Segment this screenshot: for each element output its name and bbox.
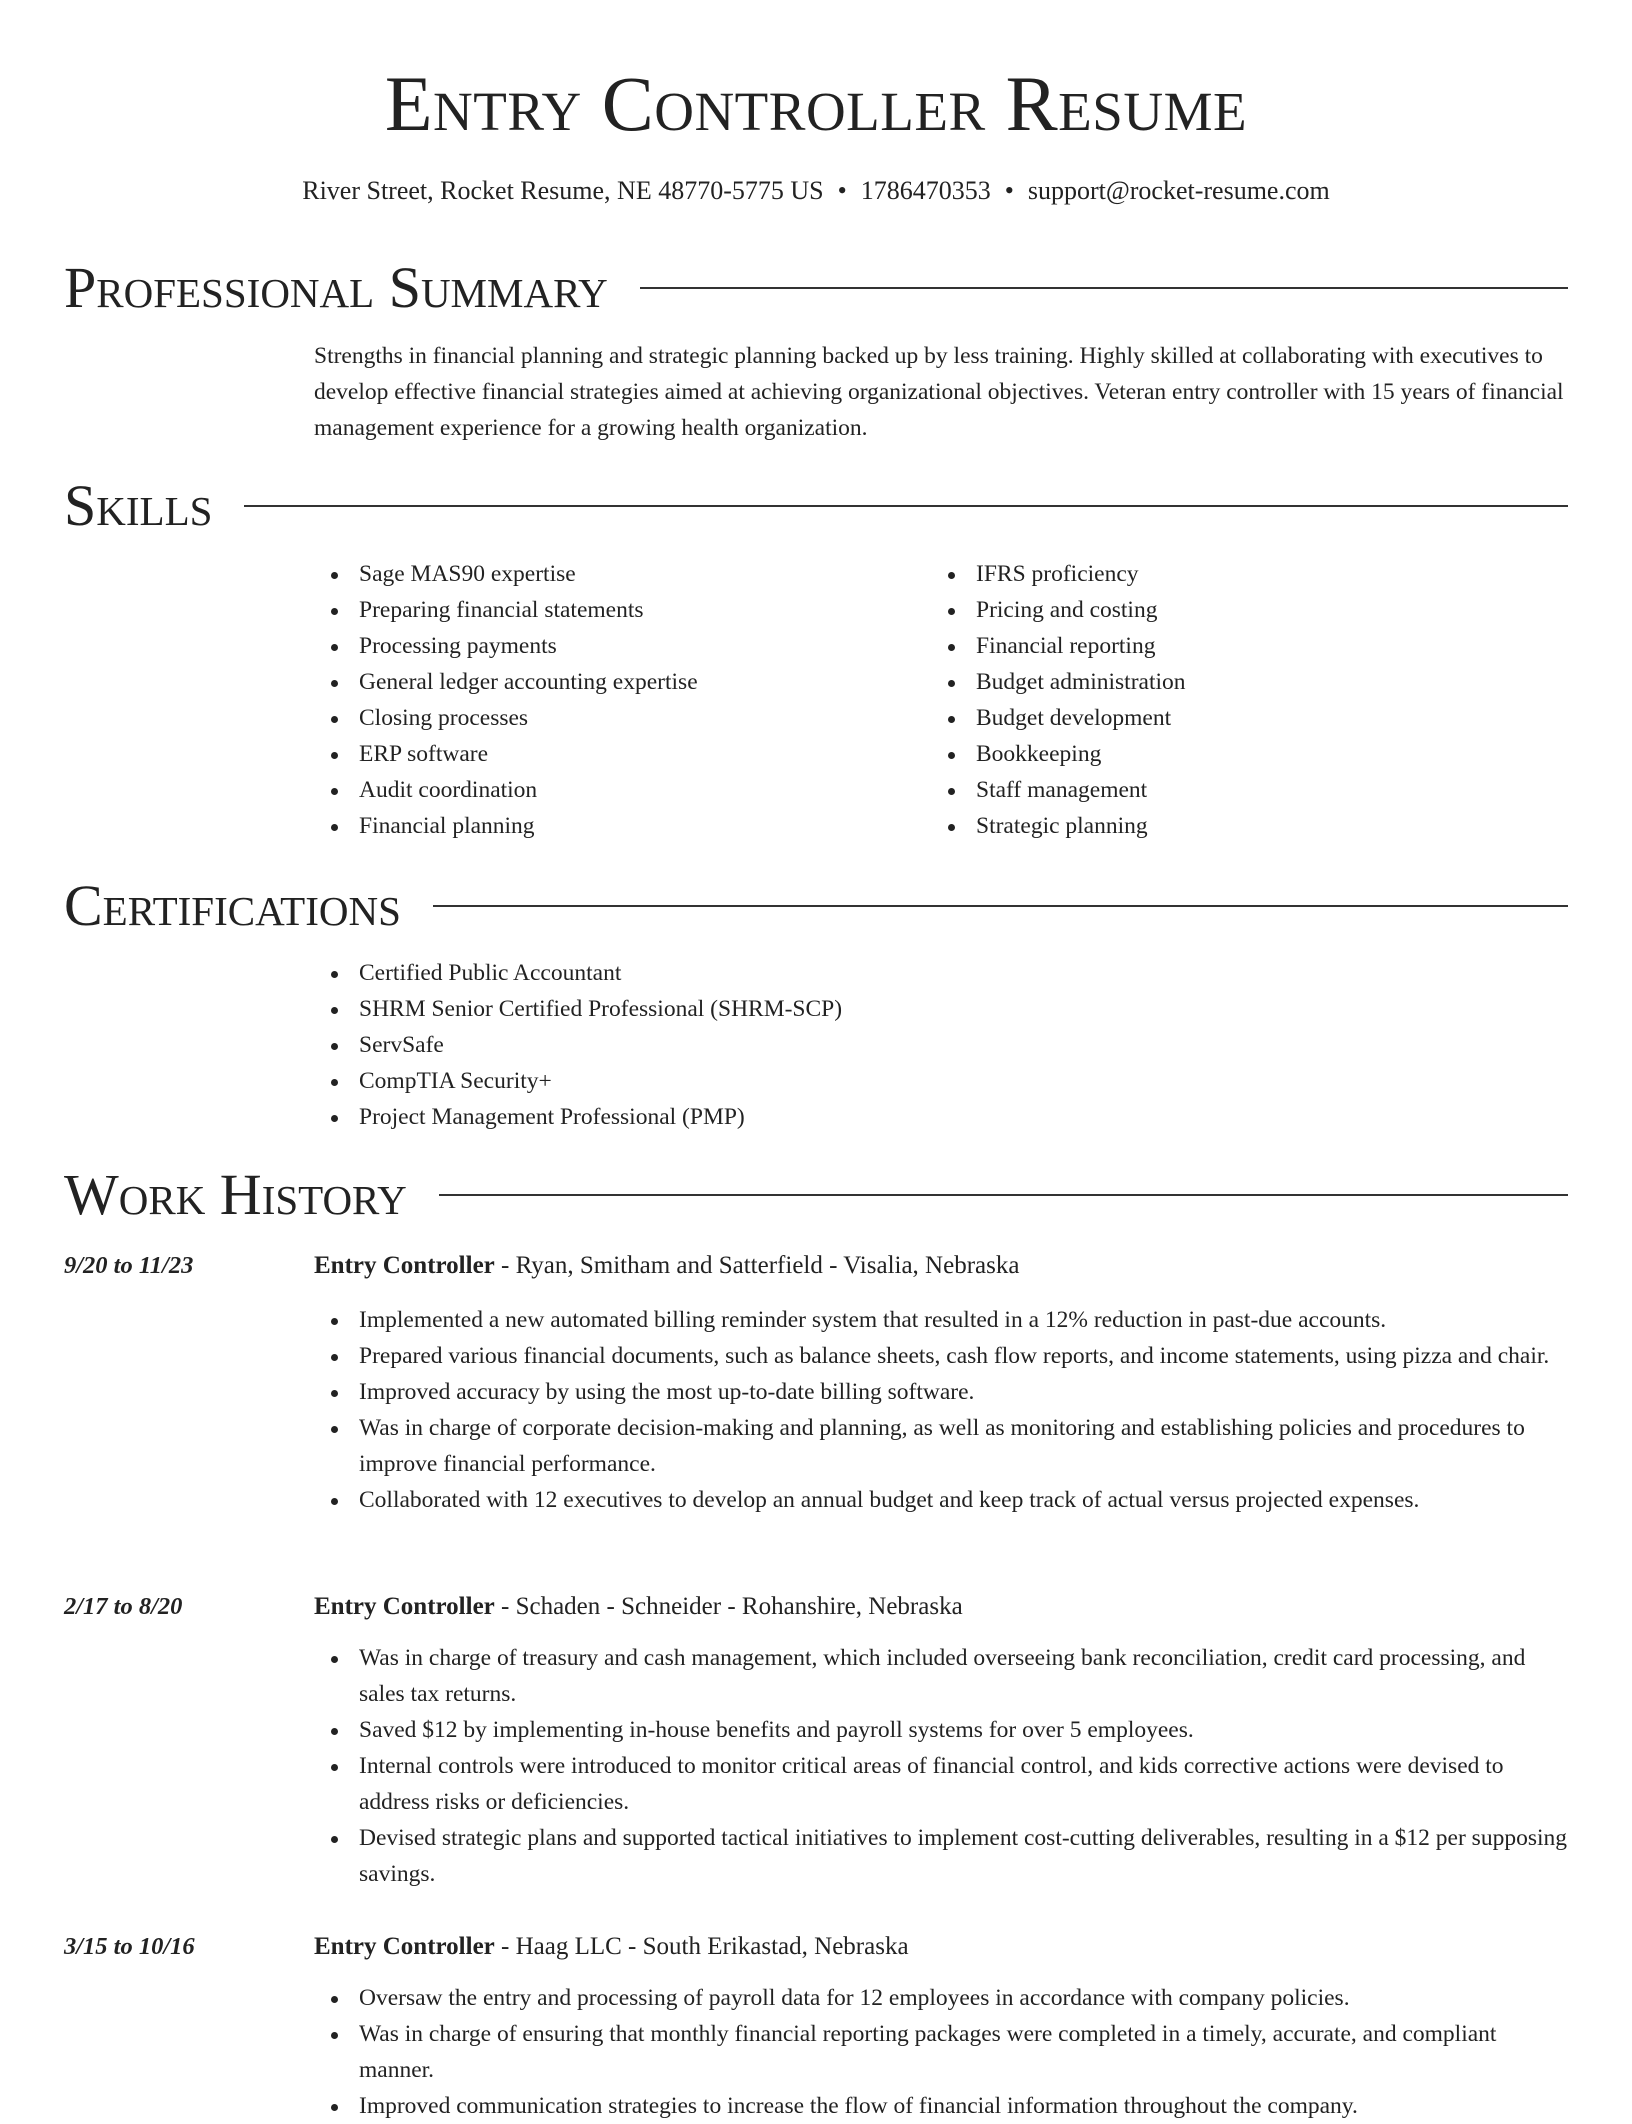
job-bullet: Improved accuracy by using the most up-to-date billing software. <box>314 1374 1568 1410</box>
skills-list <box>314 556 914 844</box>
job-dates: 2/17 to 8/20 <box>64 1593 183 1620</box>
section-title: Skills <box>64 473 213 538</box>
section-divider <box>244 505 1568 507</box>
job-title: Entry Controller <box>314 1933 495 1960</box>
job-bullets <box>314 1302 1568 1518</box>
skill-item: Budget development <box>931 700 1531 736</box>
resume-title: Entry Controller Resume <box>384 60 1248 147</box>
skill-item: Audit coordination <box>314 772 914 808</box>
certification-item: CompTIA Security+ <box>314 1063 1568 1099</box>
certification-item: Project Management Professional (PMP) <box>314 1099 1568 1135</box>
job-heading <box>314 1248 1568 1284</box>
job-bullet: Devised strategic plans and supported tactical initiatives to implement cost-cutting deliverables, resulting in a $12 per supposing savings. <box>314 1820 1568 1892</box>
skill-item: Preparing financial statements <box>314 592 914 628</box>
summary-text: Strengths in financial planning and strategic planning backed up by less training. Highly skilled at collaborating with executives to develop effective financial strategies aimed at achieving organizational objectives. Veteran entry controller with 15 years of financial management experience for a growing health organization. <box>314 343 1564 441</box>
certifications-block <box>314 955 1568 1135</box>
skill-item: IFRS proficiency <box>931 556 1531 592</box>
job-heading <box>314 1589 1568 1625</box>
job-bullet: Was in charge of corporate decision-making and planning, as well as monitoring and establishing policies and procedures to improve financial performance. <box>314 1410 1568 1482</box>
section-title: Professional Summary <box>64 255 608 320</box>
job-bullet: Implemented a new automated billing reminder system that resulted in a 12% reduction in past-due accounts. <box>314 1302 1568 1338</box>
job-bullet: Improved communication strategies to increase the flow of financial information throughout the company. <box>314 2088 1568 2124</box>
section-heading-skills <box>64 471 1568 541</box>
section-divider <box>439 1194 1568 1196</box>
job-bullet: Saved $12 by implementing in-house benefits and payroll systems for over 5 employees. <box>314 1712 1568 1748</box>
job-bullet: Oversaw the entry and processing of payroll data for 12 employees in accordance with company policies. <box>314 1980 1568 2016</box>
skill-item: Financial planning <box>314 808 914 844</box>
job-bullets <box>314 1980 1568 2124</box>
skill-item: General ledger accounting expertise <box>314 664 914 700</box>
job-bullet: Internal controls were introduced to monitor critical areas of financial control, and kids corrective actions were devised to address risks or deficiencies. <box>314 1748 1568 1820</box>
skill-item: Staff management <box>931 772 1531 808</box>
contact-phone: 1786470353 <box>860 176 991 205</box>
skill-item: Sage MAS90 expertise <box>314 556 914 592</box>
contact-email: support@rocket-resume.com <box>1027 176 1330 205</box>
contact-address: River Street, Rocket Resume, NE 48770-5775 US <box>302 176 824 205</box>
certification-item: ServSafe <box>314 1027 1568 1063</box>
job-bullet: Collaborated with 12 executives to develop an annual budget and keep track of actual versus projected expenses. <box>314 1482 1568 1518</box>
skills-list <box>931 556 1531 844</box>
section-heading-certifications <box>64 871 1568 941</box>
certification-item: Certified Public Accountant <box>314 955 1568 991</box>
job-bullet: Prepared various financial documents, such as balance sheets, cash flow reports, and income statements, using pizza and chair. <box>314 1338 1568 1374</box>
section-divider <box>433 905 1568 907</box>
job-bullet: Was in charge of ensuring that monthly financial reporting packages were completed in a timely, accurate, and compliant manner. <box>314 2016 1568 2088</box>
job-title: Entry Controller <box>314 1252 495 1279</box>
contact-separator: • <box>837 176 847 205</box>
job-employer: - Schaden - Schneider - Rohanshire, Nebraska <box>494 1593 963 1620</box>
skill-item: Closing processes <box>314 700 914 736</box>
skill-item: Bookkeeping <box>931 736 1531 772</box>
certification-item: SHRM Senior Certified Professional (SHRM-SCP) <box>314 991 1568 1027</box>
skill-item: Strategic planning <box>931 808 1531 844</box>
skill-item: ERP software <box>314 736 914 772</box>
skill-item: Pricing and costing <box>931 592 1531 628</box>
job-dates: 3/15 to 10/16 <box>64 1933 195 1960</box>
job-employer: - Haag LLC - South Erikastad, Nebraska <box>494 1933 909 1960</box>
certifications-list <box>314 955 1568 1135</box>
job-bullet: Was in charge of treasury and cash management, which included overseeing bank reconciliation, credit card processing, and sales tax returns. <box>314 1640 1568 1712</box>
section-title: Work History <box>64 1162 407 1227</box>
job-bullets <box>314 1640 1568 1892</box>
section-divider <box>640 287 1568 289</box>
job-dates: 9/20 to 11/23 <box>64 1252 194 1279</box>
skills-column-right <box>931 556 1531 844</box>
skill-item: Financial reporting <box>931 628 1531 664</box>
contact-separator: • <box>1004 176 1014 205</box>
job-title: Entry Controller <box>314 1593 495 1620</box>
job-heading <box>314 1929 1568 1965</box>
section-heading-summary <box>64 253 1568 323</box>
job-employer: - Ryan, Smitham and Satterfield - Visalia, Nebraska <box>494 1252 1020 1279</box>
skill-item: Budget administration <box>931 664 1531 700</box>
skill-item: Processing payments <box>314 628 914 664</box>
section-heading-work-history <box>64 1160 1568 1230</box>
section-title: Certifications <box>64 873 401 938</box>
skills-column-left <box>314 556 914 844</box>
contact-line <box>0 174 1632 208</box>
